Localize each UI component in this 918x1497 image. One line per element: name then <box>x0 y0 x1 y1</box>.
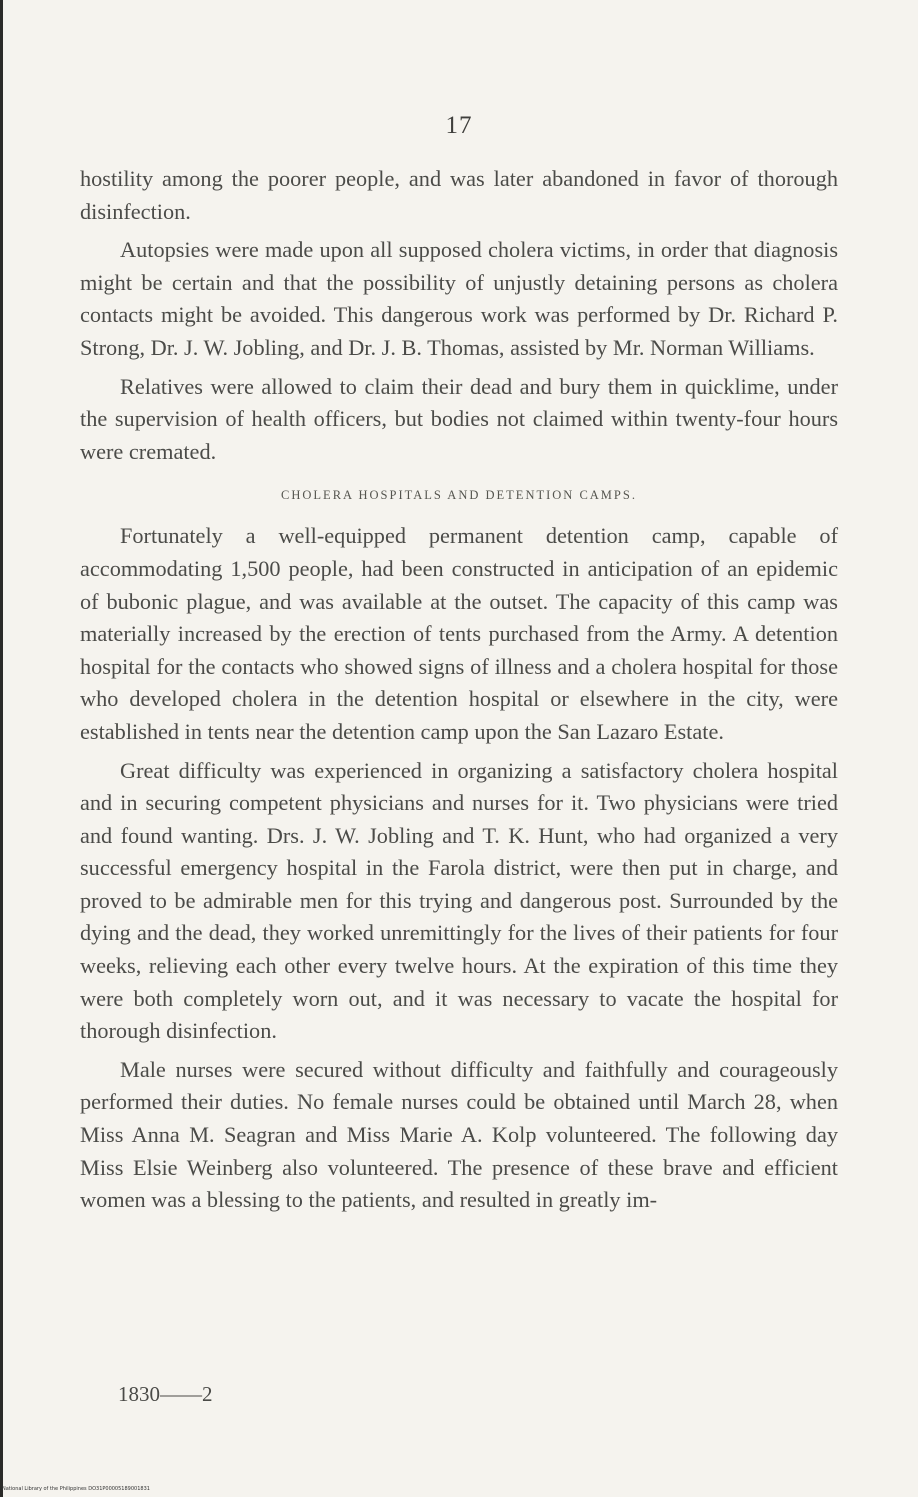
paragraph-cholera-hospital: Great difficulty was experienced in organizing a satisfactory cholera hospital and in securing competent physicians and nurses for it. Two physicians were tried and found wanting. Drs. J. W. Jobling and T. K. Hunt, who had organized a very successful emergency hospital in the Farola district, were then put in charge, and proved to be admirable men for this trying and dangerous post. Surrounded by the dying and the dead, they worked unremittingly for the lives of their patients for four weeks, relieving each other every twelve hours. At the expiration of this time they were both completely worn out, and it was necessary to vacate the hospital for thorough disinfection. <box>80 757 838 1044</box>
paragraph-autopsies: Autopsies were made upon all supposed cholera victims, in order that diagnosis might be certain and that the possibility of unjustly detaining persons as cholera contacts might be avoided. This dangerous work was performed by Dr. Richard P. Strong, Dr. J. W. Jobling, and Dr. J. B. Thomas, assisted by Mr. Norman Williams. <box>80 237 838 360</box>
printer-signature-mark: 1830——2 <box>118 1382 213 1406</box>
page-binding-edge <box>0 0 3 1497</box>
footer-credit: National Library of the Philippines DO31P00005189001831 <box>2 1486 150 1492</box>
page-number: 17 <box>445 112 473 139</box>
section-heading: CHOLERA HOSPITALS AND DETENTION CAMPS. <box>281 488 637 503</box>
paragraph-nurses: Male nurses were secured without difficulty and faithfully and courageously performed their duties. No female nurses could be obtained until March 28, when Miss Anna M. Seagran and Miss Marie A. Kolp volunteered. The following day Miss Elsie Weinberg also volunteered. The presence of these brave and efficient women was a blessing to the patients, and resulted in greatly im- <box>80 1056 838 1213</box>
page-body <box>80 163 838 1223</box>
paragraph-detention-camp: Fortunately a well-equipped permanent detention camp, capable of accommodating 1,500 people, had been constructed in anticipation of an epidemic of bubonic plague, and was available at the outset. The capacity of this camp was materially increased by the erection of tents purchased from the Army. A detention hospital for the contacts who showed signs of illness and a cholera hospital for those who developed cholera in the detention hospital or elsewhere in the city, were established in tents near the detention camp upon the San Lazaro Estate. <box>80 523 838 744</box>
paragraph-relatives: Relatives were allowed to claim their dead and bury them in quicklime, under the supervision of health officers, but bodies not claimed within twenty-four hours were cremated. <box>80 373 838 464</box>
paragraph-hostility: hostility among the poorer people, and was later abandoned in favor of thorough disinfection. <box>80 166 838 224</box>
